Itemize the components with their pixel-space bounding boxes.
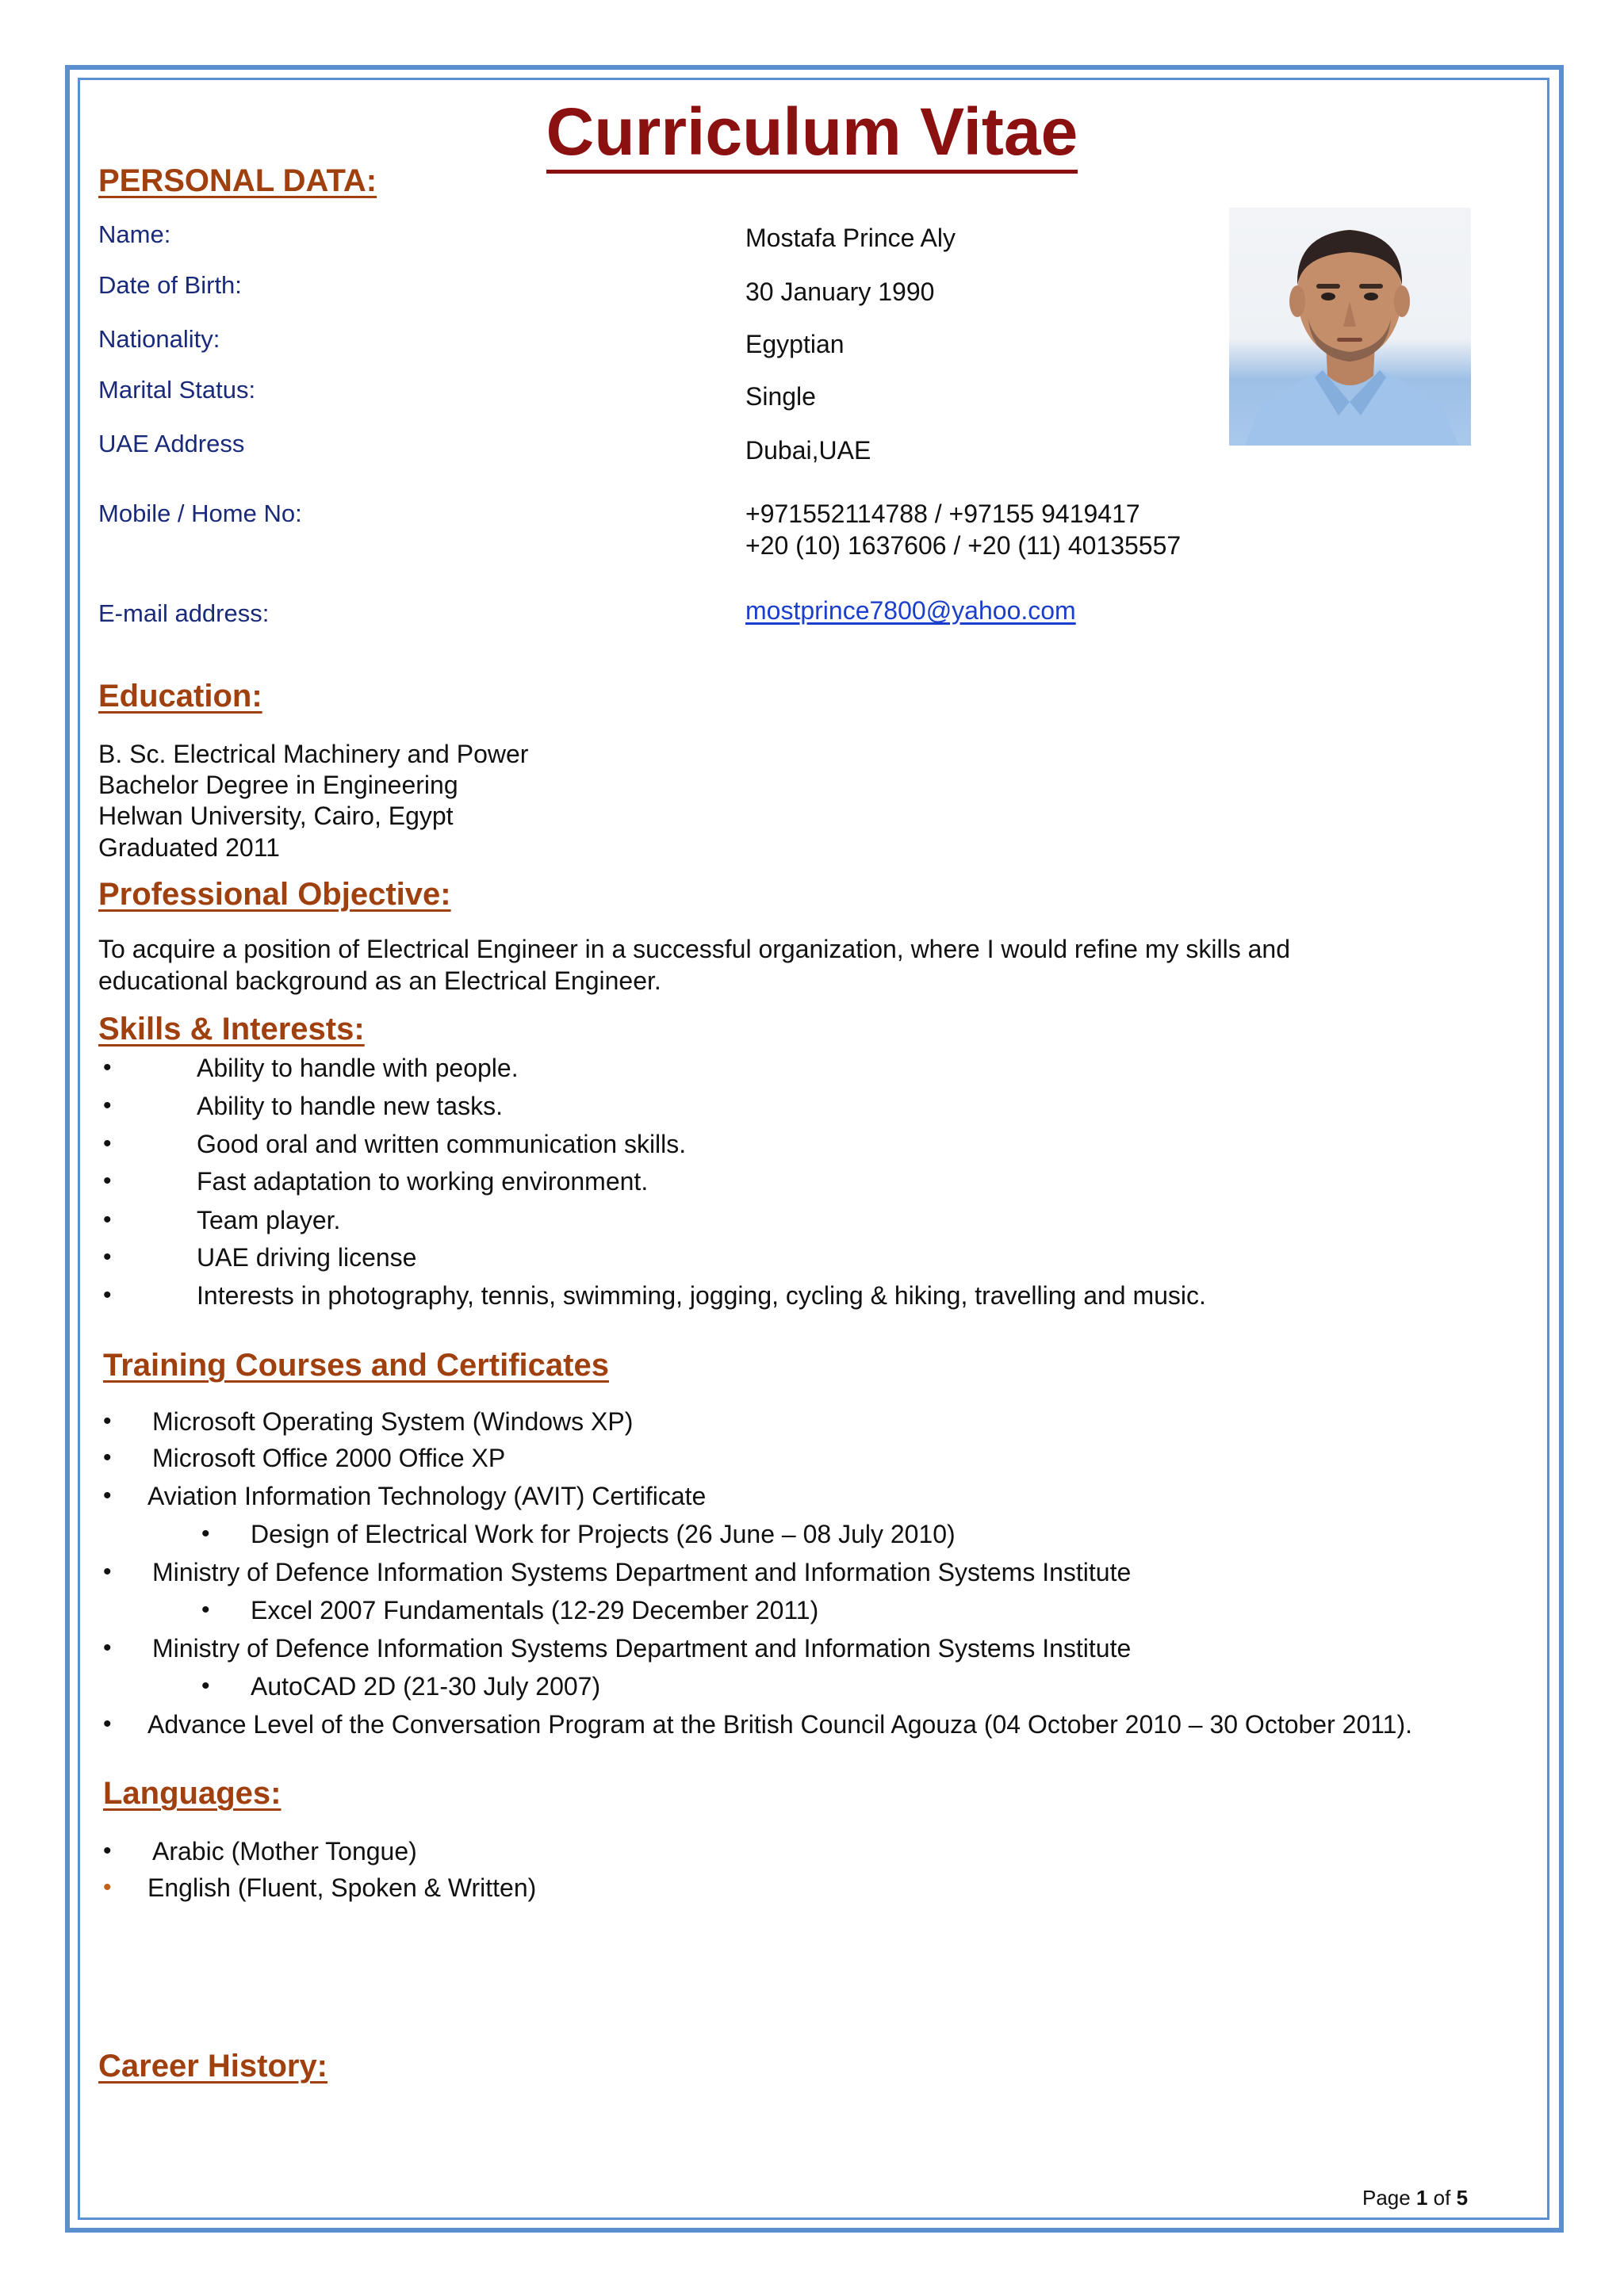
bullet-icon: • bbox=[201, 1521, 210, 1547]
training-heading: Training Courses and Certificates bbox=[103, 1348, 609, 1383]
training-item: Advance Level of the Conversation Program at the British Council Agouza (04 October 2010 – 30 October 2011). bbox=[147, 1710, 1412, 1739]
skill-item: Good oral and written communication skills. bbox=[197, 1130, 687, 1158]
email-label: E-mail address: bbox=[98, 599, 270, 627]
dob-value: 30 January 1990 bbox=[745, 277, 935, 306]
bullet-icon: • bbox=[103, 1838, 112, 1864]
bullet-icon: • bbox=[103, 1635, 112, 1661]
bullet-icon: • bbox=[103, 1483, 112, 1509]
profile-photo bbox=[1229, 208, 1471, 446]
objective-heading: Professional Objective: bbox=[98, 877, 451, 912]
mobile-value-1: +971552114788 / +97155 9419417 bbox=[745, 499, 1140, 528]
training-item: Microsoft Office 2000 Office XP bbox=[152, 1444, 506, 1472]
skills-heading: Skills & Interests: bbox=[98, 1012, 365, 1047]
education-heading: Education: bbox=[98, 679, 262, 714]
training-item: Ministry of Defence Information Systems Department and Information Systems Institute bbox=[152, 1634, 1132, 1663]
education-line: Graduated 2011 bbox=[98, 833, 280, 862]
bullet-icon: • bbox=[201, 1673, 210, 1699]
bullet-icon: • bbox=[103, 1093, 112, 1119]
training-subitem: Excel 2007 Fundamentals (12-29 December 2011) bbox=[251, 1596, 819, 1624]
skill-item: Ability to handle new tasks. bbox=[197, 1092, 503, 1120]
page-of: of bbox=[1433, 2186, 1451, 2210]
skill-item: UAE driving license bbox=[197, 1243, 417, 1272]
career-history-heading: Career History: bbox=[98, 2049, 328, 2084]
bullet-icon: • bbox=[103, 1282, 112, 1308]
nationality-value: Egyptian bbox=[745, 330, 845, 358]
training-subitem: AutoCAD 2D (21-30 July 2007) bbox=[251, 1672, 601, 1701]
document-title: Curriculum Vitae bbox=[0, 94, 1624, 174]
training-item: Microsoft Operating System (Windows XP) bbox=[152, 1407, 634, 1436]
education-line: Helwan University, Cairo, Egypt bbox=[98, 802, 454, 830]
page-current: 1 bbox=[1415, 2186, 1428, 2210]
objective-text: educational background as an Electrical Engineer. bbox=[98, 966, 661, 995]
skill-item: Ability to handle with people. bbox=[197, 1054, 519, 1082]
page-number bbox=[1362, 2186, 1468, 2210]
dob-label: Date of Birth: bbox=[98, 271, 242, 299]
email-link[interactable]: mostprince7800@yahoo.com bbox=[745, 596, 1076, 625]
mobile-label: Mobile / Home No: bbox=[98, 499, 302, 527]
name-label: Name: bbox=[98, 220, 171, 248]
bullet-icon: • bbox=[103, 1559, 112, 1585]
name-value: Mostafa Prince Aly bbox=[745, 224, 956, 252]
personal-data-heading: PERSONAL DATA: bbox=[98, 163, 377, 198]
bullet-icon: • bbox=[103, 1408, 112, 1434]
bullet-icon: • bbox=[103, 1131, 112, 1157]
page-prefix: Page bbox=[1362, 2186, 1411, 2210]
portrait-image bbox=[1229, 208, 1471, 446]
bullet-icon: • bbox=[103, 1054, 112, 1081]
address-label: UAE Address bbox=[98, 430, 245, 457]
mobile-value-2: +20 (10) 1637606 / +20 (11) 40135557 bbox=[745, 531, 1182, 560]
education-line: Bachelor Degree in Engineering bbox=[98, 771, 458, 799]
bullet-icon: • bbox=[103, 1168, 112, 1194]
training-item: Ministry of Defence Information Systems Department and Information Systems Institute bbox=[152, 1558, 1132, 1586]
languages-heading: Languages: bbox=[103, 1776, 282, 1811]
training-item: Aviation Information Technology (AVIT) Certificate bbox=[147, 1482, 707, 1510]
bullet-icon: • bbox=[103, 1445, 112, 1471]
address-value: Dubai,UAE bbox=[745, 436, 871, 465]
nationality-label: Nationality: bbox=[98, 325, 220, 353]
education-line: B. Sc. Electrical Machinery and Power bbox=[98, 740, 529, 768]
page-total: 5 bbox=[1456, 2186, 1469, 2210]
bullet-icon: • bbox=[103, 1207, 112, 1233]
marital-status-label: Marital Status: bbox=[98, 376, 256, 404]
skill-item: Fast adaptation to working environment. bbox=[197, 1167, 649, 1196]
bullet-icon: • bbox=[103, 1711, 112, 1737]
bullet-icon: • bbox=[103, 1244, 112, 1270]
skill-item: Team player. bbox=[197, 1206, 341, 1234]
objective-text: To acquire a position of Electrical Engineer in a successful organization, where I would refine my skills and bbox=[98, 935, 1290, 963]
language-item: English (Fluent, Spoken & Written) bbox=[147, 1873, 537, 1902]
training-subitem: Design of Electrical Work for Projects (26 June – 08 July 2010) bbox=[251, 1520, 956, 1548]
bullet-icon: • bbox=[201, 1597, 210, 1623]
skill-item: Interests in photography, tennis, swimming, jogging, cycling & hiking, travelling and music. bbox=[197, 1281, 1206, 1310]
language-item: Arabic (Mother Tongue) bbox=[152, 1837, 417, 1866]
marital-status-value: Single bbox=[745, 382, 816, 411]
bullet-icon: • bbox=[103, 1874, 112, 1900]
